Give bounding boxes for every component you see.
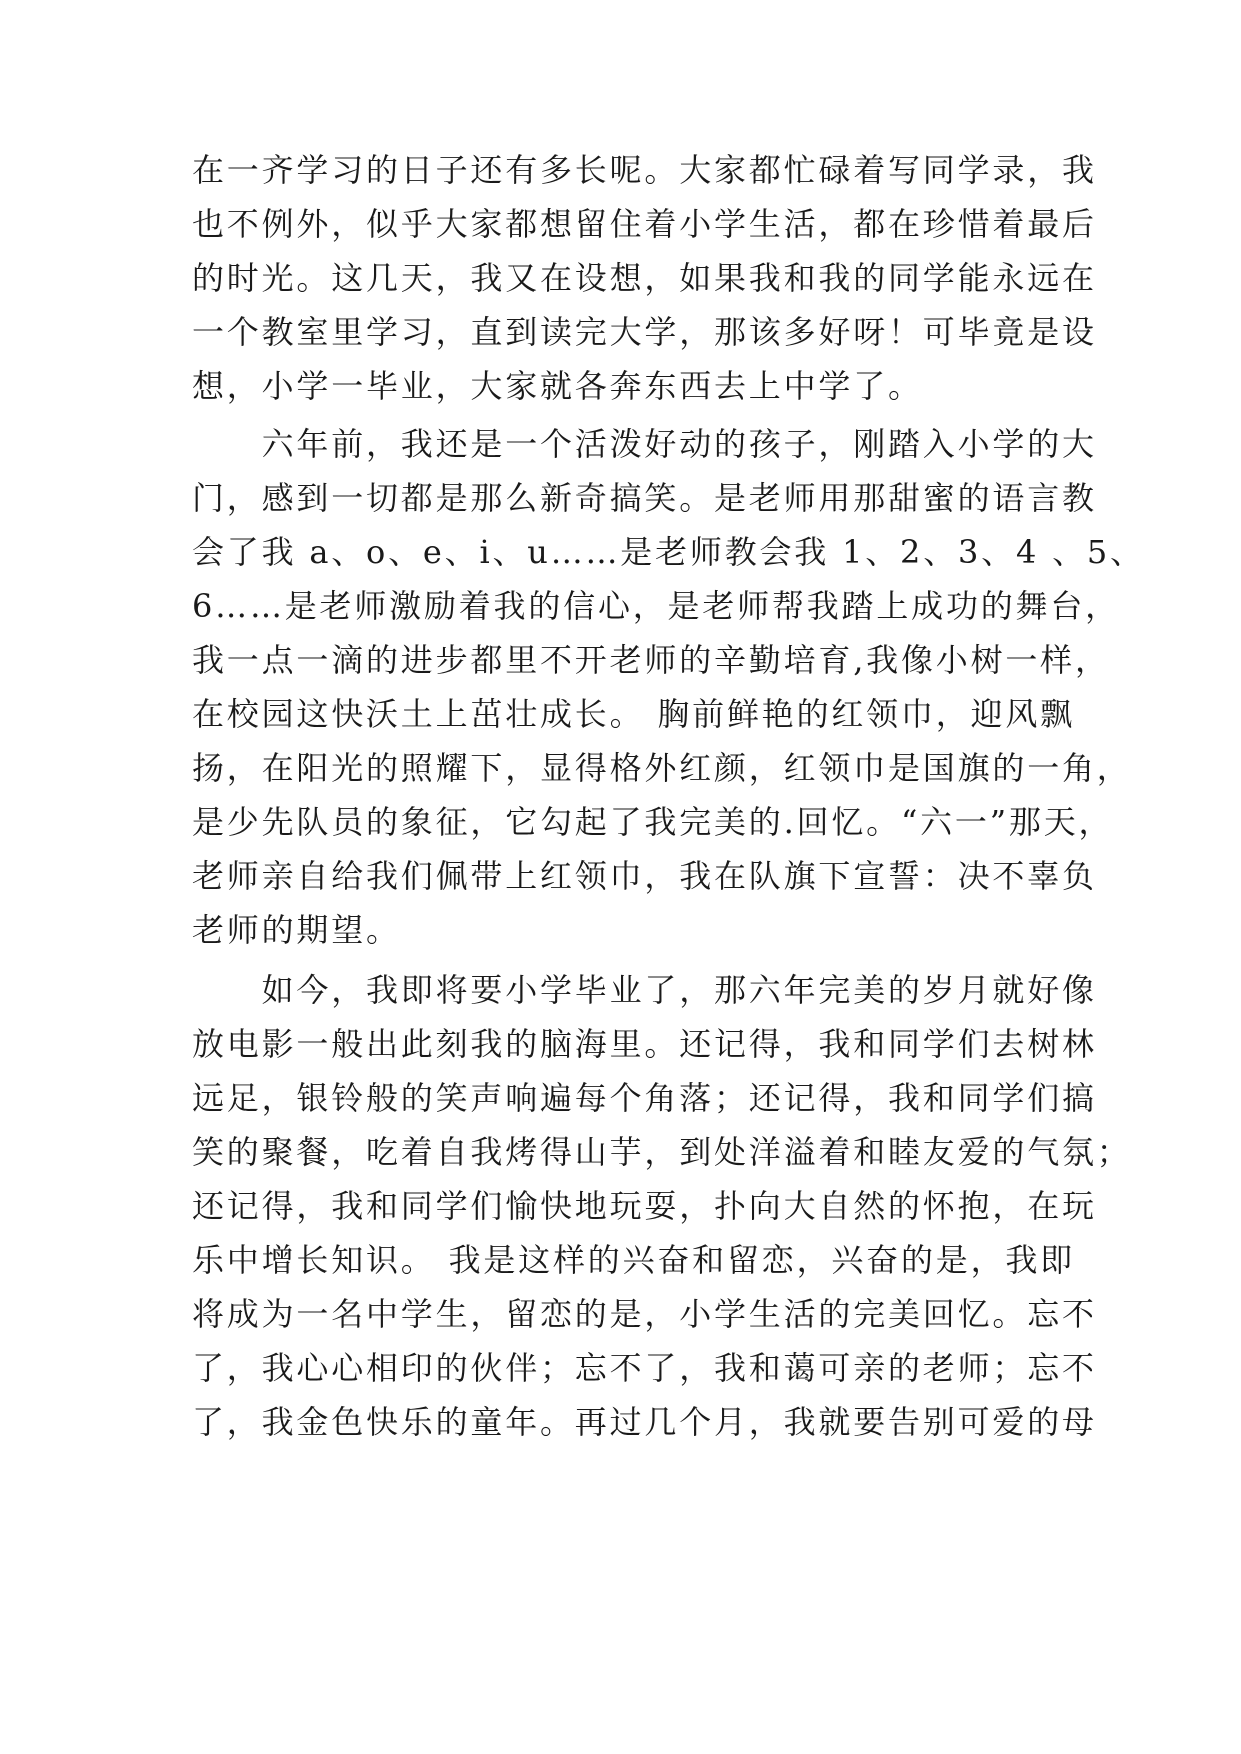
text-line: 在一齐学习的日子还有多长呢。大家都忙碌着写同学录，我 <box>192 151 1097 189</box>
text-line: 如今，我即将要小学毕业了，那六年完美的岁月就好像 <box>192 971 1097 1009</box>
text-line: 我一点一滴的进步都里不开老师的辛勤培育,我像小树一样， <box>192 641 1110 679</box>
text-line: 远足，银铃般的笑声响遍每个角落；还记得，我和同学们搞 <box>192 1079 1097 1117</box>
text-line: 六年前，我还是一个活泼好动的孩子，刚踏入小学的大 <box>192 425 1097 463</box>
text-line: 老师的期望。 <box>192 911 401 949</box>
text-line: 还记得，我和同学们愉快地玩耍，扑向大自然的怀抱，在玩 <box>192 1187 1097 1225</box>
text-line: 一个教室里学习，直到读完大学，那该多好呀！可毕竟是设 <box>192 313 1097 351</box>
text-line: 将成为一名中学生，留恋的是，小学生活的完美回忆。忘不 <box>192 1295 1097 1333</box>
text-line: 的时光。这几天，我又在设想，如果我和我的同学能永远在 <box>192 259 1097 297</box>
text-line: 门，感到一切都是那么新奇搞笑。是老师用那甜蜜的语言教 <box>192 479 1097 517</box>
text-line: 了，我金色快乐的童年。再过几个月，我就要告别可爱的母 <box>192 1403 1097 1441</box>
text-line: 6……是老师激励着我的信心，是老师帮我踏上成功的舞台， <box>192 587 1120 625</box>
text-line: 笑的聚餐，吃着自我烤得山芋，到处洋溢着和睦友爱的气氛； <box>192 1133 1132 1171</box>
text-line: 乐中增长知识。 我是这样的兴奋和留恋，兴奋的是，我即 <box>192 1241 1075 1279</box>
text-line: 放电影一般出此刻我的脑海里。还记得，我和同学们去树林 <box>192 1025 1097 1063</box>
text-line: 是少先队员的象征，它勾起了我完美的.回忆。“六一”那天， <box>192 803 1114 841</box>
text-line: 也不例外，似乎大家都想留住着小学生活，都在珍惜着最后 <box>192 205 1097 243</box>
text-line: 会了我 a、o、e、i、u……是老师教会我 1、2、3、4 、5、 <box>192 533 1145 571</box>
text-line: 老师亲自给我们佩带上红领巾，我在队旗下宣誓：决不辜负 <box>192 857 1097 895</box>
text-line: 想，小学一毕业，大家就各奔东西去上中学了。 <box>192 367 923 405</box>
text-line: 了，我心心相印的伙伴；忘不了，我和蔼可亲的老师；忘不 <box>192 1349 1097 1387</box>
text-line: 扬，在阳光的照耀下，显得格外红颜，红领巾是国旗的一角， <box>192 749 1132 787</box>
text-line: 在校园这快沃土上茁壮成长。 胸前鲜艳的红领巾，迎风飘 <box>192 695 1075 733</box>
